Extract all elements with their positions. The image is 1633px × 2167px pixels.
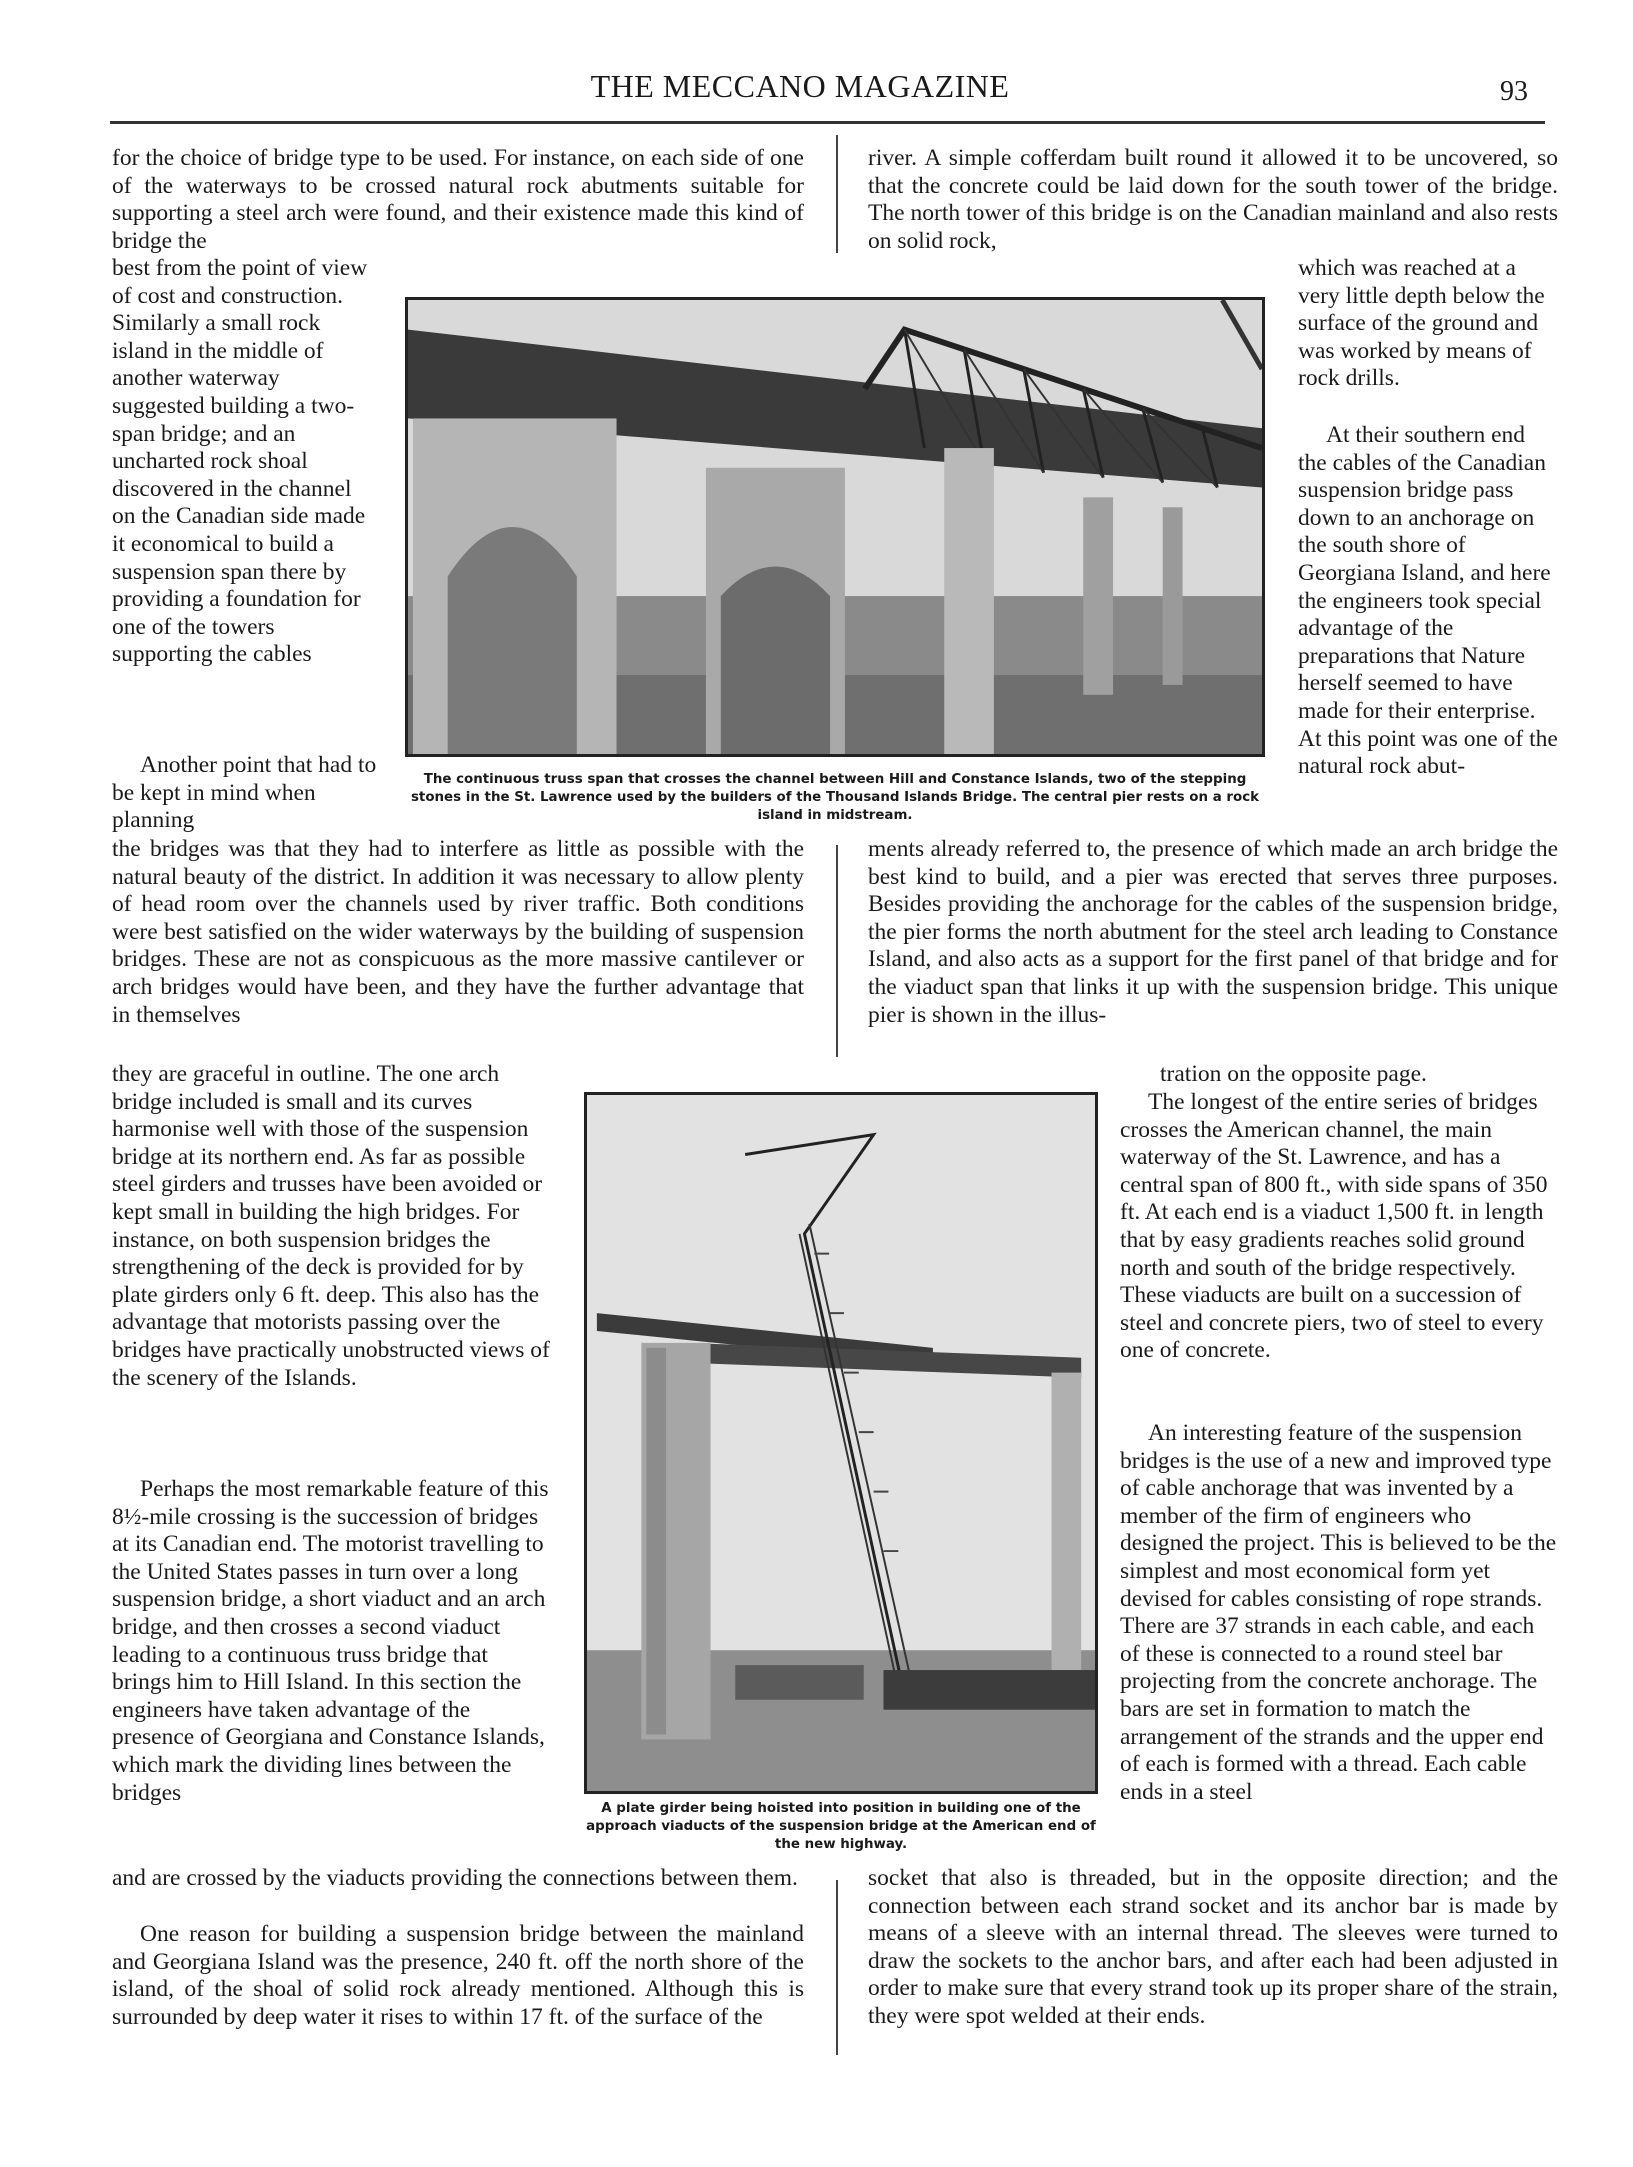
col-a-bottom-text: and are crossed by the viaducts providing the connections between them. [112, 1865, 798, 1891]
col-a-beside-photo-text-2: Perhaps the most remarkable feature of this 8½-mile crossing is the succession of bridges at its Canadian end. The motorist travelling to the United States passes in turn over a long suspension bridge, a short viaduct and an arch bridge, and then crosses a second viaduct leading to a continuous truss bridge that brings him to Hill Island. In this section the engineers have taken advantage of the presence of Georgiana and Constance Islands, which mark the dividing lines between the bridges [112, 1476, 549, 1806]
column-divider-middle [836, 845, 838, 1057]
column-divider-top [836, 135, 838, 253]
col-b-beside-photo-text-3: An interesting feature of the suspension bridges is the use of a new and improved type of cable anchorage that was invented by a member of the firm of engineers who designed the project. This is believed to be the simplest and most economical form yet devised for cables consisting of rope strands. There are 37 strands in each cable, and each of these is connected to a round steel bar projecting from the concrete anchorage. The bars are set in formation to match the arrangement of the strands and the upper end of each is formed with a thread. Each cable ends in a steel [1120, 1420, 1557, 1805]
column-divider-bottom [836, 1880, 838, 2055]
plate-girder-illustration [587, 1095, 1095, 1791]
plate-girder-photo [584, 1092, 1098, 1794]
col-b-mid-text: ments already referred to, the presence of which made an arch bridge the best kind to build, and a pier was erected that serves three purposes. Besides providing the anchorage for the cables of the suspension bridge, the pier forms the north abutment for the steel arch leading to Constance Island, and also acts as a support for the first panel of that bridge and for the viaduct span that links it up with the suspension bridge. This unique pier is shown in the illus- [868, 836, 1558, 1028]
col-b-narrow-text: which was reached at a very little depth below the surface of the ground and was worked by means of rock drills. [1298, 255, 1545, 392]
col-b-beside-photo-text-2: The longest of the entire series of bridges crosses the American channel, the main waterway of the St. Lawrence, and has a central span of 800 ft., with side spans of 350 ft. At each end is a viaduct 1,500 ft. in length that by easy gradients reaches solid ground north and south of the bridge respectively. These viaducts are built on a succession of steel and concrete piers, two of steel to every one of concrete. [1120, 1089, 1548, 1364]
col-b-narrow-text-2: At their southern end the cables of the Canadian suspension bridge pass down to an anchorage on the south shore of Georgiana Island, and here the engineers took special advantage of the preparations that Nature herself seemed to have made for their enterprise. At this point was one of the natural rock abut- [1298, 422, 1558, 780]
page-number: 93 [1500, 76, 1528, 107]
col-a-mid-text: the bridges was that they had to interfere as little as possible with the natural beauty of the district. In addition it was necessary to allow plenty of head room over the channels used by river traffic. Both conditions were best satisfied on the wider waterways by the building of suspension bridges. These are not as conspicuous as the more massive cantilever or arch bridges would have been, and they have the further advantage that in themselves [112, 836, 804, 1028]
col-b-bottom-text: socket that also is threaded, but in the opposite direction; and the connection between each strand socket and its anchor bar is made by means of a sleeve with an internal thread. The sleeves were turned to draw the sockets to the anchor bars, and after each had been adjusted in order to make sure that every strand took up its proper share of the strain, they were spot welded at their ends. [868, 1865, 1558, 2029]
plate-girder-caption: A plate girder being hoisted into position in building one of the approach viaducts of the suspension bridge at the American end of the new highway. [586, 1801, 1096, 1852]
col-a-narrow-text-2: Another point that had to be kept in mind when planning [112, 752, 377, 834]
col-b-top-text: river. A simple cofferdam built round it allowed it to be uncovered, so that the concrete could be laid down for the south tower of the bridge. The north tower of this bridge is on the Canadian mainland and also rests on solid rock, [868, 145, 1558, 254]
col-b-beside-photo-text: tration on the opposite page. [1160, 1061, 1427, 1087]
header-rule [110, 121, 1545, 124]
col-a-narrow-text: best from the point of view of cost and construction. Similarly a small rock island in the middle of another waterway suggested building a two-span bridge; and an uncharted rock shoal discovered in the channel on the Canadian side made it economical to build a suspension span there by providing a foundation for one of the towers supporting the cables [112, 255, 368, 668]
truss-bridge-caption: The continuous truss span that crosses the channel between Hill and Constance Islands, two of the stepping stones in the St. Lawrence used by the builders of the Thousand Islands Bridge. The central pier rests on a rock island in midstream. [410, 772, 1260, 823]
col-a-beside-photo-text: they are graceful in outline. The one arch bridge included is small and its curves harmonise well with those of the suspension bridge at its northern end. As far as possible steel girders and trusses have been avoided or kept small in building the high bridges. For instance, on both suspension bridges the strengthening of the deck is provided for by plate girders only 6 ft. deep. This also has the advantage that motorists passing over the bridges have practically unobstructed views of the scenery of the Islands. [112, 1061, 550, 1391]
col-a-bottom-text-2: One reason for building a suspension bridge between the mainland and Georgiana Island was the presence, 240 ft. off the north shore of the island, of the shoal of solid rock already mentioned. Although this is surrounded by deep water it rises to within 17 ft. of the surface of the [112, 1921, 804, 2030]
truss-bridge-illustration [408, 300, 1262, 754]
truss-bridge-photo [405, 297, 1265, 757]
col-a-top-text: for the choice of bridge type to be used. For instance, on each side of one of the waterways to be crossed natural rock abutments suitable for supporting a steel arch were found, and their existence made this kind of bridge the [112, 145, 804, 254]
magazine-title: THE MECCANO MAGAZINE [590, 68, 1010, 104]
